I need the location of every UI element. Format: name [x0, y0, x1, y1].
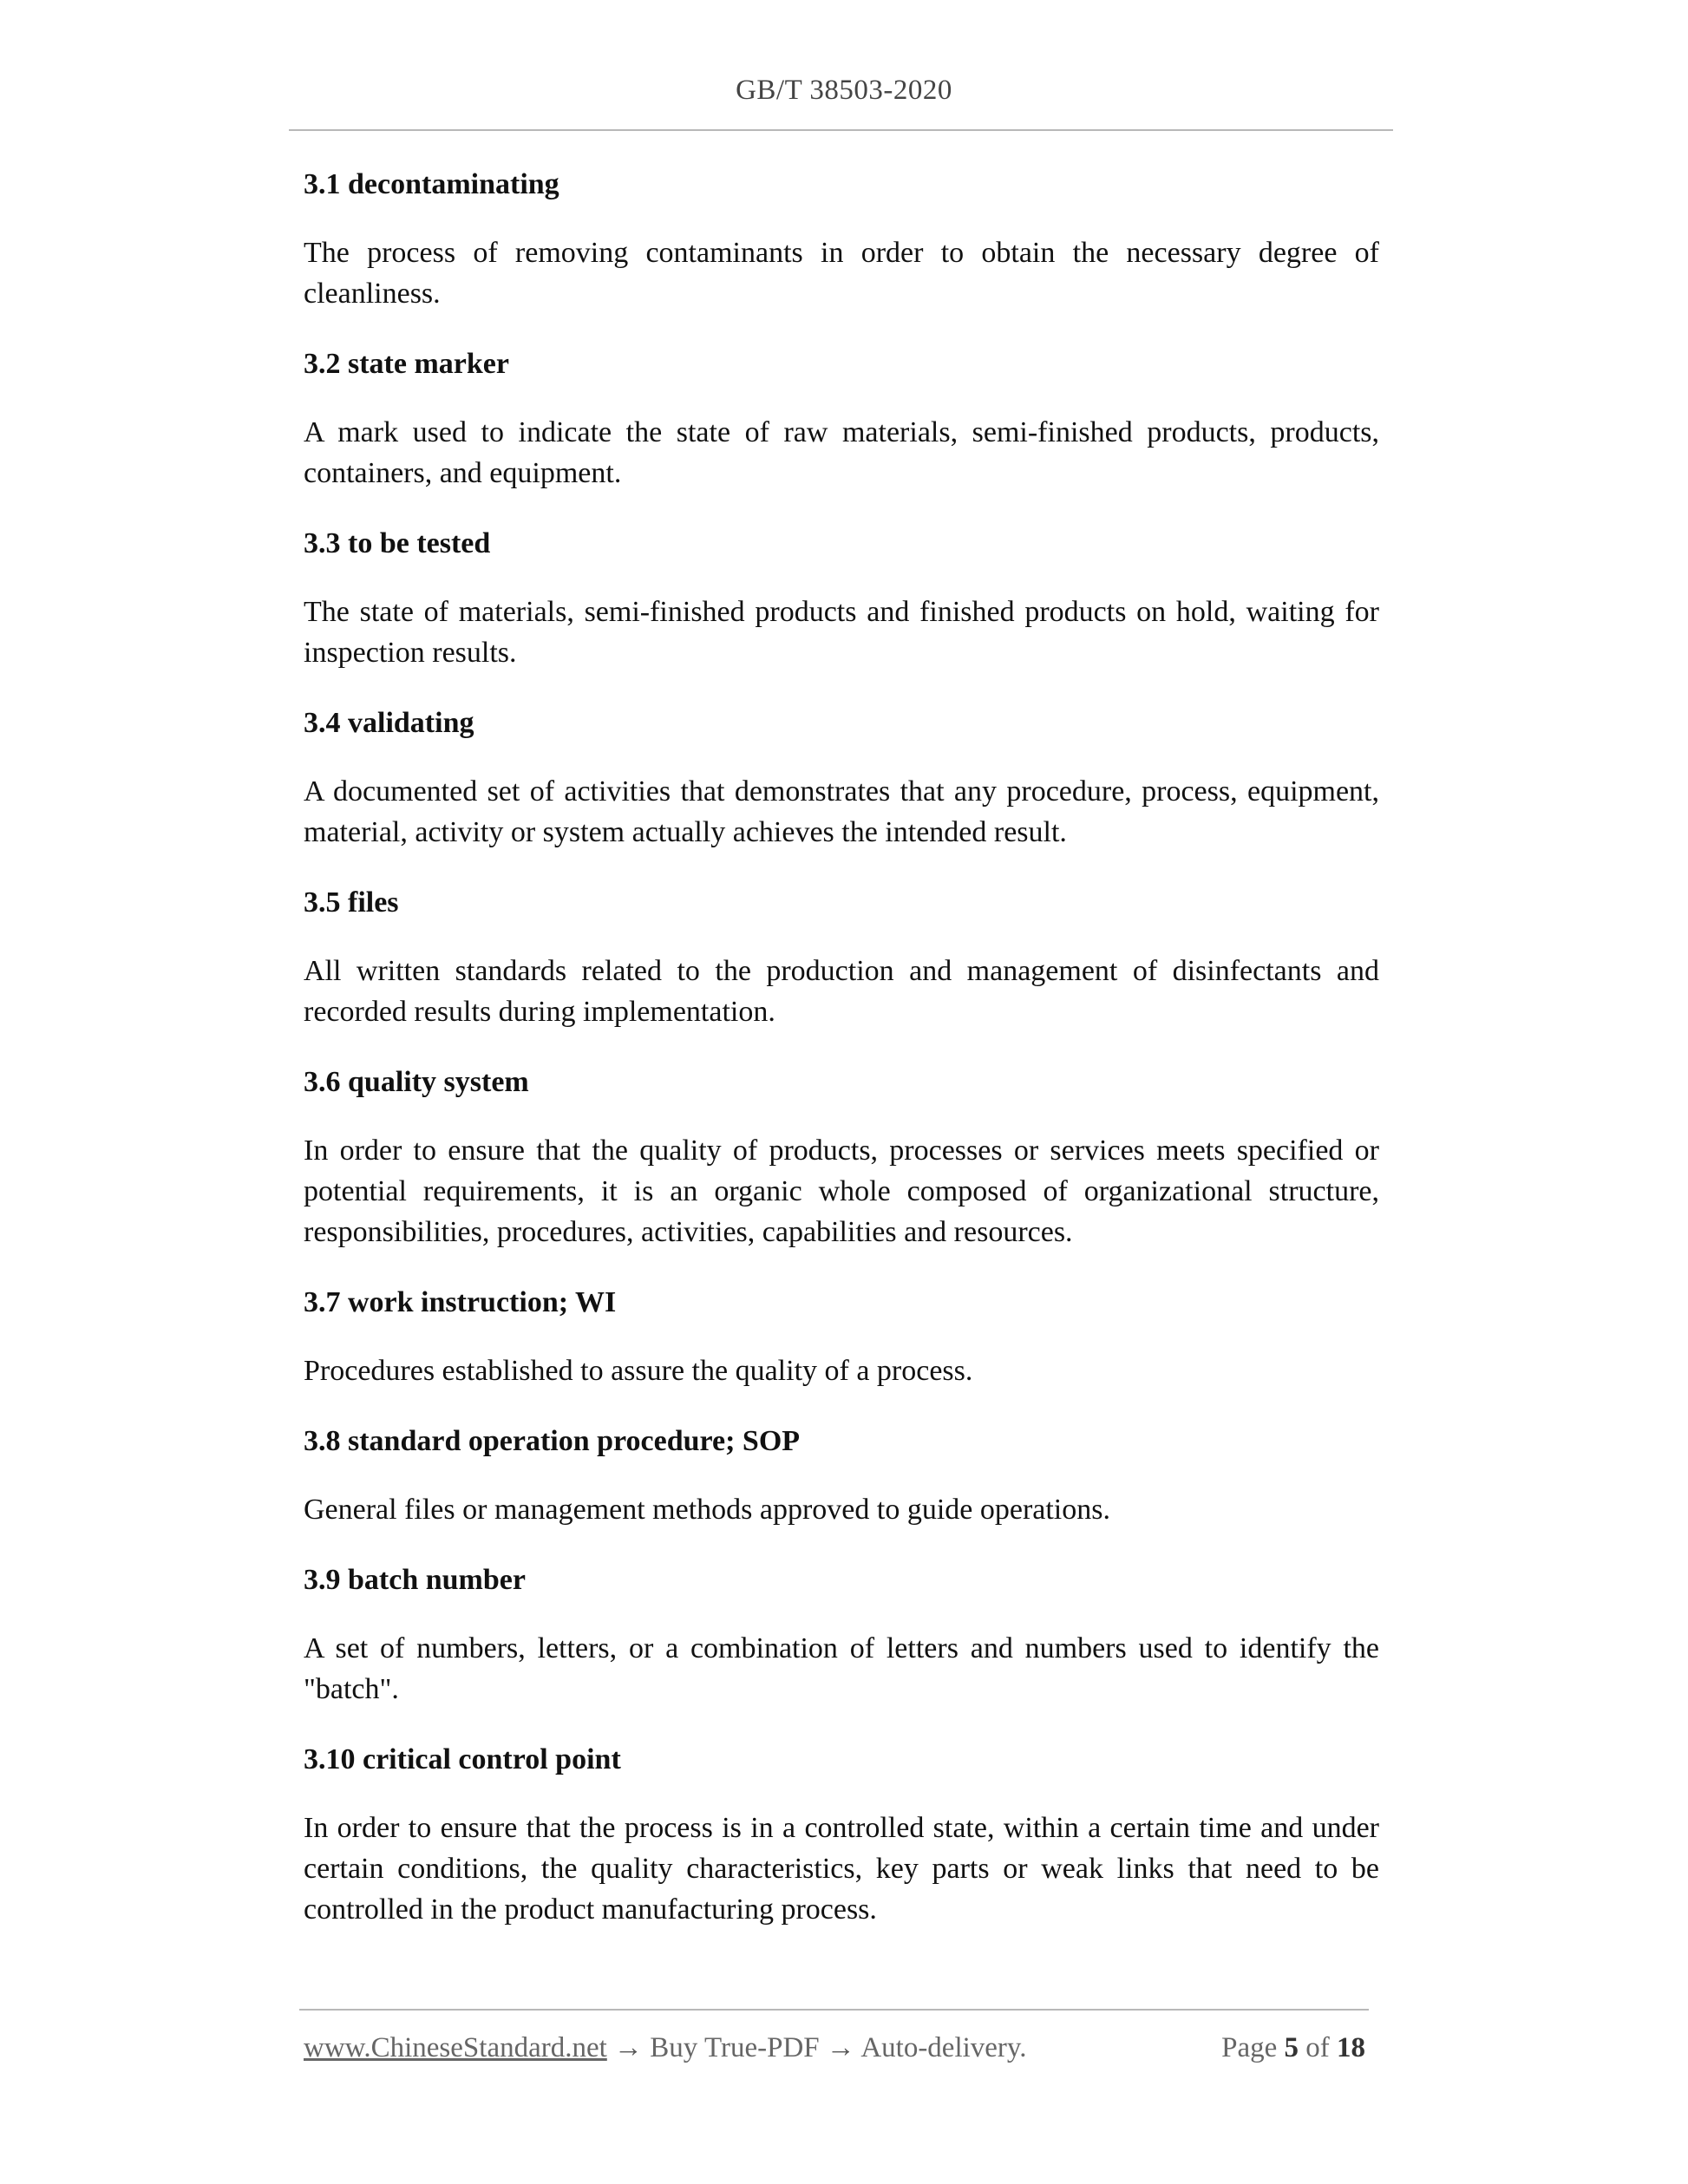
term-heading: 3.8 standard operation procedure; SOP: [304, 1425, 801, 1457]
term-3-8: [304, 1420, 1379, 1530]
page-indicator: [1221, 2028, 1365, 2068]
term-definition: A mark used to indicate the state of raw materials, semi-finished products, products, containers, and equipment.: [304, 416, 1379, 489]
term-heading: 3.3 to be tested: [304, 527, 491, 559]
delivery-text: Auto-delivery.: [860, 2032, 1027, 2063]
page-label: Page: [1221, 2032, 1278, 2063]
term-3-1: [304, 163, 1379, 314]
arrow-right-icon: →: [826, 2032, 855, 2063]
term-3-4: [304, 702, 1379, 853]
page-current: 5: [1284, 2032, 1299, 2063]
header-divider: [289, 129, 1393, 131]
term-heading: 3.7 work instruction; WI: [304, 1286, 617, 1318]
term-3-3: [304, 522, 1379, 673]
term-3-2: [304, 343, 1379, 494]
term-definition: In order to ensure that the process is in a controlled state, within a certain time and under certain conditions, the quality characteristics, key parts or weak links that need to be controlled in the product manufacturing process.: [304, 1812, 1379, 1926]
term-definition: A set of numbers, letters, or a combination of letters and numbers used to identify the "batch".: [304, 1632, 1379, 1705]
footer-divider: [299, 2009, 1369, 2011]
term-definition: The process of removing contaminants in order to obtain the necessary degree of cleanliness.: [304, 237, 1379, 310]
site-link[interactable]: www.ChineseStandard.net: [304, 2032, 607, 2063]
page-total: 18: [1337, 2032, 1365, 2063]
term-heading: 3.4 validating: [304, 707, 474, 739]
term-3-9: [304, 1559, 1379, 1710]
arrow-right-icon: →: [614, 2032, 644, 2063]
term-definition: General files or management methods approved to guide operations.: [304, 1494, 1110, 1526]
term-3-10: [304, 1738, 1379, 1930]
term-heading: 3.5 files: [304, 886, 399, 919]
terms-section: [304, 163, 1379, 1958]
term-definition: In order to ensure that the quality of products, processes or services meets specified or potential requirements, it is an organic whole composed of organizational structure, responsibilities, procedures, activities, capabilities and resources.: [304, 1135, 1379, 1248]
term-definition: Procedures established to assure the quality of a process.: [304, 1355, 973, 1387]
term-heading: 3.9 batch number: [304, 1564, 526, 1596]
term-heading: 3.1 decontaminating: [304, 168, 559, 200]
page-of-label: of: [1305, 2032, 1330, 2063]
term-definition: A documented set of activities that demonstrates that any procedure, process, equipment, material, activity or system actually achieves the intended result.: [304, 775, 1379, 848]
term-heading: 3.6 quality system: [304, 1066, 529, 1098]
term-definition: The state of materials, semi-finished products and finished products on hold, waiting for inspection results.: [304, 596, 1379, 669]
term-heading: 3.2 state marker: [304, 348, 509, 380]
term-heading: 3.10 critical control point: [304, 1743, 621, 1775]
buy-pdf-text: Buy True-PDF: [650, 2032, 820, 2063]
term-3-7: [304, 1281, 1379, 1391]
term-3-6: [304, 1061, 1379, 1252]
term-3-5: [304, 881, 1379, 1032]
term-definition: All written standards related to the production and management of disinfectants and recorded results during implementation.: [304, 955, 1379, 1028]
footer-promo: [304, 2028, 1027, 2068]
standard-code-header: GB/T 38503-2020: [736, 75, 952, 106]
